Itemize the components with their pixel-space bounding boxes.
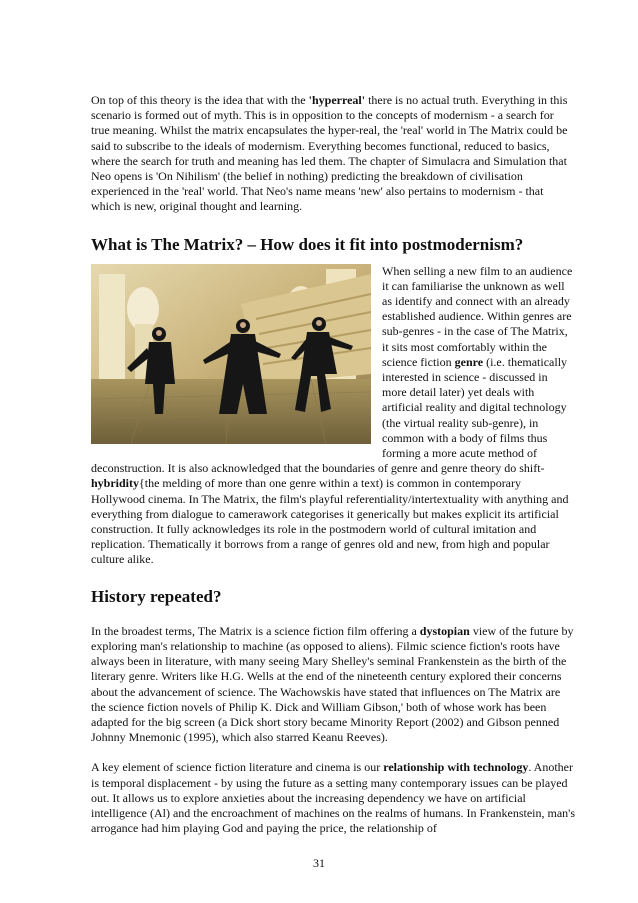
text-run: When selling a new film to an audience it can familiarise the unknown as well as identify and connect with an already established audience. Within genres are sub-genres - in the case of The Matrix, it sits most comfortably within the science fiction [382, 263, 573, 369]
text-run: In the broadest terms, The Matrix is a science fiction film offering a [91, 623, 420, 638]
bold-term-hyperreal: 'hyperreal' [308, 93, 366, 107]
text-run: . Another is temporal displacement - by using the future as a setting many contemporary issues can be played out. It allows us to explore anxieties about the increasing dependency we have on artificial intelligence (Al) and the encroachment of machines on the realms of humans. In Frankenstein, man's arrogance had him playing God and paying the price, the relationship of [91, 760, 576, 836]
document-page [91, 93, 575, 836]
text-run: there is no actual truth. Everything in this scenario is formed out of myth. This is in opposition to the concepts of modernism - a search for true meaning. Whilst the matrix encapsulates the hyper-real, the 'real' world in The Matrix could be said to subscribe to the ideals of modernism. Everything becomes functional, reduced to basics, where the search for truth and meaning has led them. The chapter of Simulacra and Simulation that Neo opens is 'On Nihilism' (the belief in nothing) predicting the breakdown of civilisation experienced in the 'real' world. That Neo's name means 'new' also pertains to modernism - that which is new, original thought and learning. [91, 93, 568, 214]
genre-section [91, 264, 575, 568]
page-number: 31 [313, 856, 325, 870]
text-run: view of the future by exploring man's relationship to machine (as opposed to aliens). Filmic science fiction's roots have always been in literature, with many seeing Mary Shelley's seminal Frankenstein as the birth of the literary genre. Writers like H.G. Wells at the end of the nineteenth century explored their concerns about the advancement of science. The Wachowskis have stated that influences on The Matrix are the science fiction novels of Philip K. Dick and William Gibson,' both of whose work has been adapted for the big screen (a Dick short story became Minority Report (2002) and Gibson penned Johnny Mnemonic (1995), which also starred Keanu Reeves). [91, 623, 574, 745]
bold-term-hybridity: hybridity [91, 476, 140, 491]
bold-term-dystopian: dystopian [419, 623, 470, 638]
text-run: (i.e. thematically interested in science - discussed in more detail later) yet deals with artificial reality and digital technology (the virtual reality sub-genre), in common with a body of films thus forming a more acute method of deconstruction. It is also acknowledged that the boundaries of genre and genre theory do shift- [91, 354, 568, 476]
text-run: A key element of science fiction literature and cinema is our [91, 760, 384, 775]
bold-term-genre: genre [454, 354, 484, 369]
section-heading-history: History repeated? [91, 586, 222, 606]
paragraph-hyperreal [91, 93, 575, 215]
paragraph-technology [91, 760, 575, 836]
section-heading-matrix: What is The Matrix? – How does it fit into postmodernism? [91, 234, 524, 254]
text-run: {the melding of more than one genre within a text) is common in contemporary Hollywood cinema. In The Matrix, the film's playful referentiality/intertextuality with anything and everything from dialogue to camerawork categorises it generically but makes explicit its artificial construction. It fully acknowledges its role in the postmodern world of cultural imitation and replication. Thematically it borrows from a range of genres old and new, from high and popular culture alike. [91, 476, 569, 567]
bold-term-technology: relationship with technology [383, 760, 529, 775]
paragraph-dystopian [91, 624, 575, 746]
text-run: On top of this theory is the idea that with the [91, 93, 309, 107]
matrix-film-still-image [91, 264, 371, 444]
